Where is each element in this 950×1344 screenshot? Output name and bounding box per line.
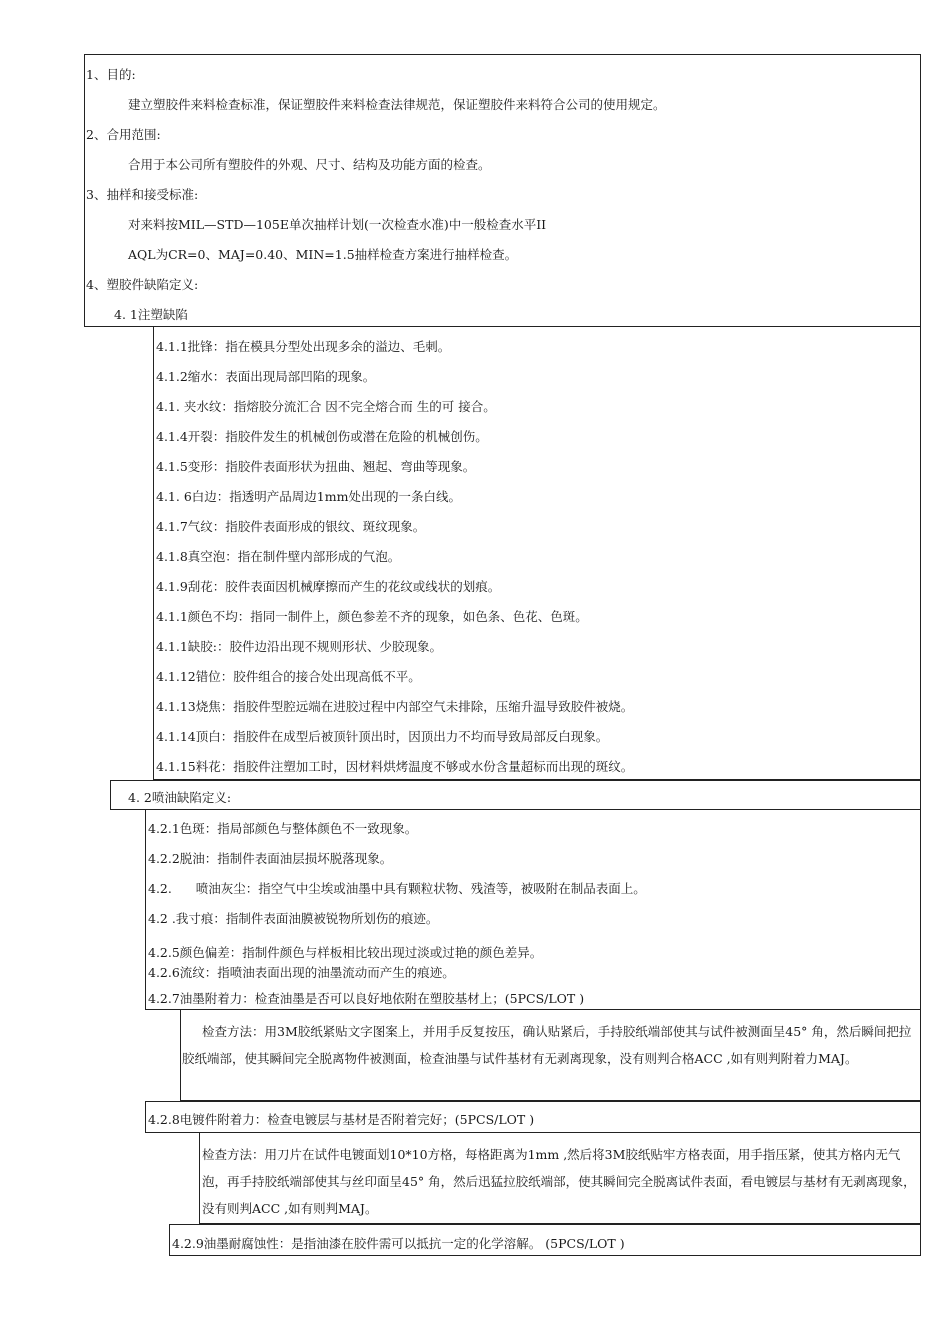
injection-heading: 4. 1注塑缺陷 bbox=[114, 307, 188, 322]
list-item: 4.1.13烧焦：指胶件型腔远端在进胶过程中内部空气未排除，压缩升温导致胶件被烧。 bbox=[156, 699, 634, 714]
intro-box bbox=[84, 54, 921, 327]
list-item: 4.1.12错位：胶件组合的接合处出现高低不平。 bbox=[156, 669, 421, 684]
list-item: 4.1.15料花：指胶件注塑加工时，因材料烘烤温度不够或水份含量超标而出现的斑纹。 bbox=[156, 759, 634, 774]
list-item: 4.2. 喷油灰尘：指空气中尘埃或油墨中具有颗粒状物、残渣等，被吸附在制品表面上。 bbox=[148, 881, 646, 896]
section1-text: 建立塑胶件来料检查标准，保证塑胶件来料检查法律规范，保证塑胶件来料符合公司的使用规定。 bbox=[128, 97, 666, 112]
list-item: 4.1.2缩水：表面出现局部凹陷的现象。 bbox=[156, 369, 376, 384]
plating-adhesion-method: 检查方法：用刀片在试件电镀面划10*10方格，每格距离为1mm ,然后将3M胶纸贴牢方格表面，用手指压紧，使其方格内无气泡，再手持胶纸端部使其与丝印面呈45° 角，然后迅猛拉胶纸端部，使其瞬间完全脱离试件表面，看电镀层与基材有无剥离现象，没有则判ACC ,如有则判MAJ。 bbox=[202, 1147, 916, 1216]
list-item: 4.1.1颜色不均：指同一制件上，颜色参差不齐的现象，如色条、色花、色斑。 bbox=[156, 609, 588, 624]
ink-adhesion-method: 检查方法：用3M胶纸紧贴文字图案上，并用手反复按压，确认贴紧后，手持胶纸端部使其与试件被测面呈45° 角，然后瞬间把拉胶纸端部，使其瞬间完全脱离物件被测面，检查油墨与试件基材有无剥离现象，没有则判合格ACC ,如有则判附着力MAJ。 bbox=[182, 1024, 912, 1066]
list-item: 4.1.5变形：指胶件表面形状为扭曲、翘起、弯曲等现象。 bbox=[156, 459, 476, 474]
list-item: 4.2.1色斑：指局部颜色与整体颜色不一致现象。 bbox=[148, 821, 418, 836]
section3-line2: AQL为CR=0、MAJ=0.40、MIN=1.5抽样检查方案进行抽样检查。 bbox=[128, 247, 518, 262]
spray-heading-box bbox=[110, 780, 921, 810]
section2-heading: 2、合用范围: bbox=[86, 127, 161, 142]
list-item: 4.1.7气纹：指胶件表面形成的银纹、斑纹现象。 bbox=[156, 519, 426, 534]
section4-heading: 4、塑胶件缺陷定义: bbox=[86, 277, 199, 292]
list-item: 4.1.8真空泡：指在制件壁内部形成的气泡。 bbox=[156, 549, 401, 564]
ink-adhesion-title: 4.2.7油墨附着力：检查油墨是否可以良好地依附在塑胶基材上；(5PCS/LOT ) bbox=[148, 991, 585, 1006]
list-item: 4.1.1批锋：指在模具分型处出现多余的溢边、毛刺。 bbox=[156, 339, 451, 354]
list-item: 4.2 .我寸痕：指制件表面油膜被锐物所划伤的痕迹。 bbox=[148, 911, 439, 926]
list-item: 4.1.1缺胶:：胶件边沿出现不规则形状、少胶现象。 bbox=[156, 639, 443, 654]
list-item: 4.1. 夹水纹：指熔胶分流汇合 因不完全熔合而 生的可 接合。 bbox=[156, 399, 496, 414]
section1-heading: 1、目的: bbox=[86, 67, 136, 82]
list-item: 4.1. 6白边：指透明产品周边1mm处出现的一条白线。 bbox=[156, 489, 461, 504]
section3-line1: 对来料按MIL—STD—105E单次抽样计划(一次检查水准)中一般检查水平II bbox=[128, 217, 547, 232]
list-item: 4.2.5颜色偏差：指制件颜色与样板相比较出现过淡或过艳的颜色差异。 bbox=[148, 945, 543, 960]
list-item: 4.2.2脱油：指制件表面油层损坏脱落现象。 bbox=[148, 851, 393, 866]
spray-heading: 4. 2喷油缺陷定义: bbox=[128, 790, 232, 805]
corrosion-title: 4.2.9油墨耐腐蚀性：是指油漆在胶件需可以抵抗一定的化学溶解。 (5PCS/LOT ) bbox=[172, 1236, 625, 1251]
section3-heading: 3、抽样和接受标准: bbox=[86, 187, 199, 202]
list-item: 4.1.14顶白：指胶件在成型后被顶针顶出时，因顶出力不均而导致局部反白现象。 bbox=[156, 729, 609, 744]
section2-text: 合用于本公司所有塑胶件的外观、尺寸、结构及功能方面的检查。 bbox=[128, 157, 491, 172]
list-item: 4.1.9刮花：胶件表面因机械摩擦而产生的花纹或线状的划痕。 bbox=[156, 579, 501, 594]
plating-adhesion-title: 4.2.8电镀件附着力：检查电镀层与基材是否附着完好；(5PCS/LOT ) bbox=[148, 1112, 535, 1127]
list-item: 4.1.4开裂：指胶件发生的机械创伤或潜在危险的机械创伤。 bbox=[156, 429, 488, 444]
list-item: 4.2.6流纹：指喷油表面出现的油墨流动而产生的痕迹。 bbox=[148, 965, 455, 980]
